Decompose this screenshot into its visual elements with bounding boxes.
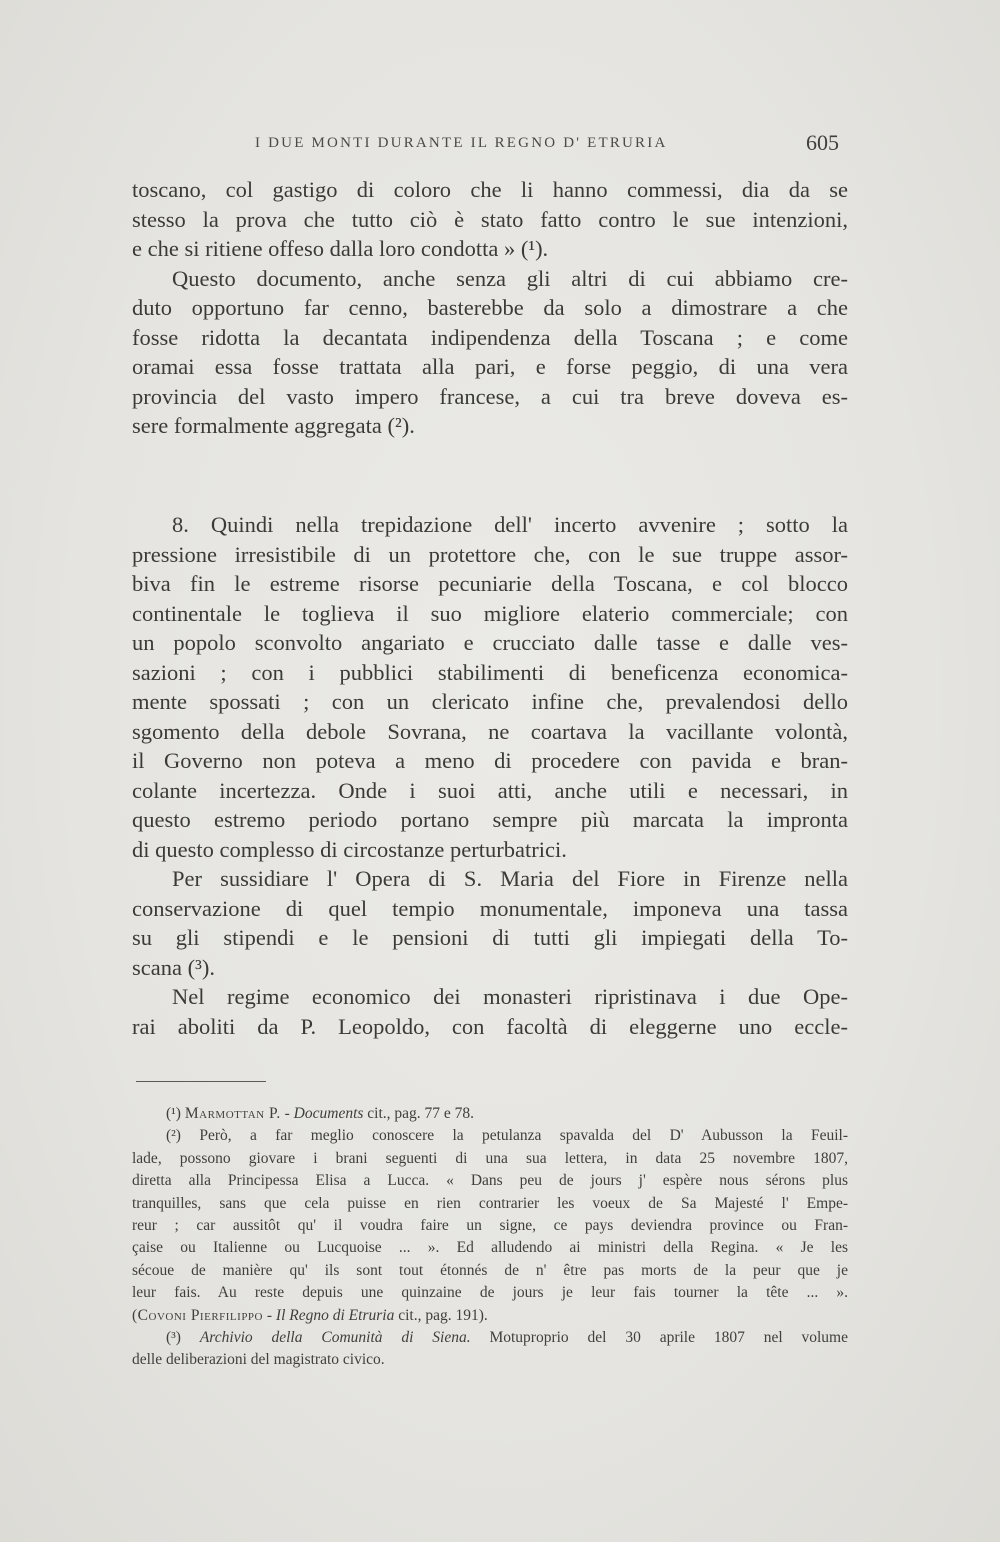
text-line: oramai essa fosse trattata alla pari, e forse peggio, di una vera xyxy=(132,354,848,379)
text-line: stesso la prova che tutto ciò è stato fatto contro le sue intenzioni, xyxy=(132,206,848,232)
footnotes xyxy=(132,1103,848,1372)
text-line: un popolo sconvolto angariato e crucciato dalle tasse e dalle ves- xyxy=(132,630,848,655)
footnote-2-line: diretta alla Principessa Elisa a Lucca. « Dans peu de jours j' espère nous sérons plus xyxy=(132,1172,848,1190)
footnote-title: Archivio della Comunità di Siena. xyxy=(199,1329,471,1347)
footnote-2-line: çaise ou Italienne ou Lucquoise ... ». Ed alludendo ai ministri della Regina. « Je les xyxy=(132,1239,848,1257)
text-line: duto opportuno far cenno, basterebbe da solo a dimostrare a che xyxy=(132,295,848,320)
text-line: il Governo non poteva a meno di procedere con pavida e bran- xyxy=(132,748,848,773)
text-line: questo estremo periodo portano sempre più marcata la impronta xyxy=(132,807,848,832)
footnote-2-line: (²) Però, a far meglio conoscere la petulanza spavalda del D' Aubusson la Feuil- xyxy=(166,1127,848,1145)
text-line: su gli stipendi e le pensioni di tutti gli impiegati della To- xyxy=(132,925,848,950)
text-line: toscano, col gastigo di coloro che li hanno commessi, dia da se xyxy=(132,177,848,202)
text-line: sgomento della debole Sovrana, ne coartava la vacillante volontà, xyxy=(132,718,848,744)
paragraph-block-2 xyxy=(132,510,848,1041)
text-line: di questo complesso di circostanze perturbatrici. xyxy=(132,836,567,862)
text-line: pressione irresistibile di un protettore che, con le sue truppe assor- xyxy=(132,541,848,567)
text-line: mente spossati ; con un clericato infine che, prevalendosi dello xyxy=(132,689,848,714)
text-line: continentale le toglieva il suo migliore elaterio commerciale; con xyxy=(132,600,848,626)
page-number: 605 xyxy=(806,130,839,155)
text-line: Per sussidiare l' Opera di S. Maria del Fiore in Firenze nella xyxy=(172,866,848,891)
footnote-mark: (¹) xyxy=(166,1105,181,1122)
text-line: e che si ritiene offeso dalla loro condotta » (¹). xyxy=(132,236,549,261)
footnote-2-line: tranquilles, sans que cela puisse en rien contrarier les voeux de Sa Majesté l' Empe- xyxy=(132,1194,848,1212)
footnote-author: (Covoni Pierfilippo xyxy=(132,1306,263,1324)
footnote-3-line: delle deliberazioni del magistrato civico. xyxy=(132,1351,385,1369)
footnote-3 xyxy=(132,1327,848,1349)
text-line: rai aboliti da P. Leopoldo, con facoltà di eleggerne uno eccle- xyxy=(132,1013,848,1039)
text-line: 8. Quindi nella trepidazione dell' incerto avvenire ; sotto la xyxy=(172,512,848,537)
footnote-1 xyxy=(132,1103,848,1125)
footnote-2-citation xyxy=(132,1305,848,1327)
paragraph-block-1 xyxy=(132,175,848,441)
footnote-separator: - xyxy=(263,1306,276,1324)
text-line: Nel regime economico dei monasteri ripristinava i due Ope- xyxy=(172,984,848,1009)
footnote-title: Documents xyxy=(293,1105,364,1122)
footnote-title: Il Regno di Etruria xyxy=(275,1306,395,1324)
text-line: biva fin le estreme risorse pecuniarie della Toscana, e col blocco xyxy=(132,571,848,596)
footnote-2-line: leur fais. Au reste depuis une quinzaine de jours je leur fais tourner la tête ... ». xyxy=(132,1284,848,1302)
footnote-text: Motuproprio del 30 aprile 1807 nel volume xyxy=(470,1329,848,1347)
text-line: sazioni ; con i pubblici stabilimenti di beneficenza economica- xyxy=(132,659,848,685)
footnote-2-line: sécoue de manière qu' ils sont tout étonnés de n' être pas morts de la peur que je xyxy=(132,1261,848,1279)
footnote-separator: - xyxy=(280,1105,294,1122)
footnote-text: cit., pag. 191). xyxy=(394,1306,488,1324)
text-line: sere formalmente aggregata (²). xyxy=(132,413,415,438)
footnote-2-line: reur ; car aussitôt qu' il voudra faire un signe, ce pays deviendra province ou Fran- xyxy=(132,1217,848,1235)
text-line: scana (³). xyxy=(132,954,215,980)
footnote-divider xyxy=(136,1081,266,1082)
footnote-2-line: lade, possono giovare i brani seguenti di una sua lettera, in data 25 novembre 1807, xyxy=(132,1149,848,1167)
text-line: provincia del vasto impero francese, a cui tra breve doveva es- xyxy=(132,383,848,409)
text-line: Questo documento, anche senza gli altri di cui abbiamo cre- xyxy=(172,265,848,291)
text-line: colante incertezza. Onde i suoi atti, anche utili e necessari, in xyxy=(132,777,848,803)
footnote-mark: (³) xyxy=(166,1329,200,1347)
running-head: I DUE MONTI DURANTE IL REGNO D' ETRURIA xyxy=(255,135,668,151)
footnote-text: cit., pag. 77 e 78. xyxy=(363,1105,475,1122)
footnote-author: Marmottan P. xyxy=(184,1105,281,1122)
text-line: conservazione di quel tempio monumentale, imponeva una tassa xyxy=(132,895,848,921)
text-line: fosse ridotta la decantata indipendenza della Toscana ; e come xyxy=(132,324,848,350)
